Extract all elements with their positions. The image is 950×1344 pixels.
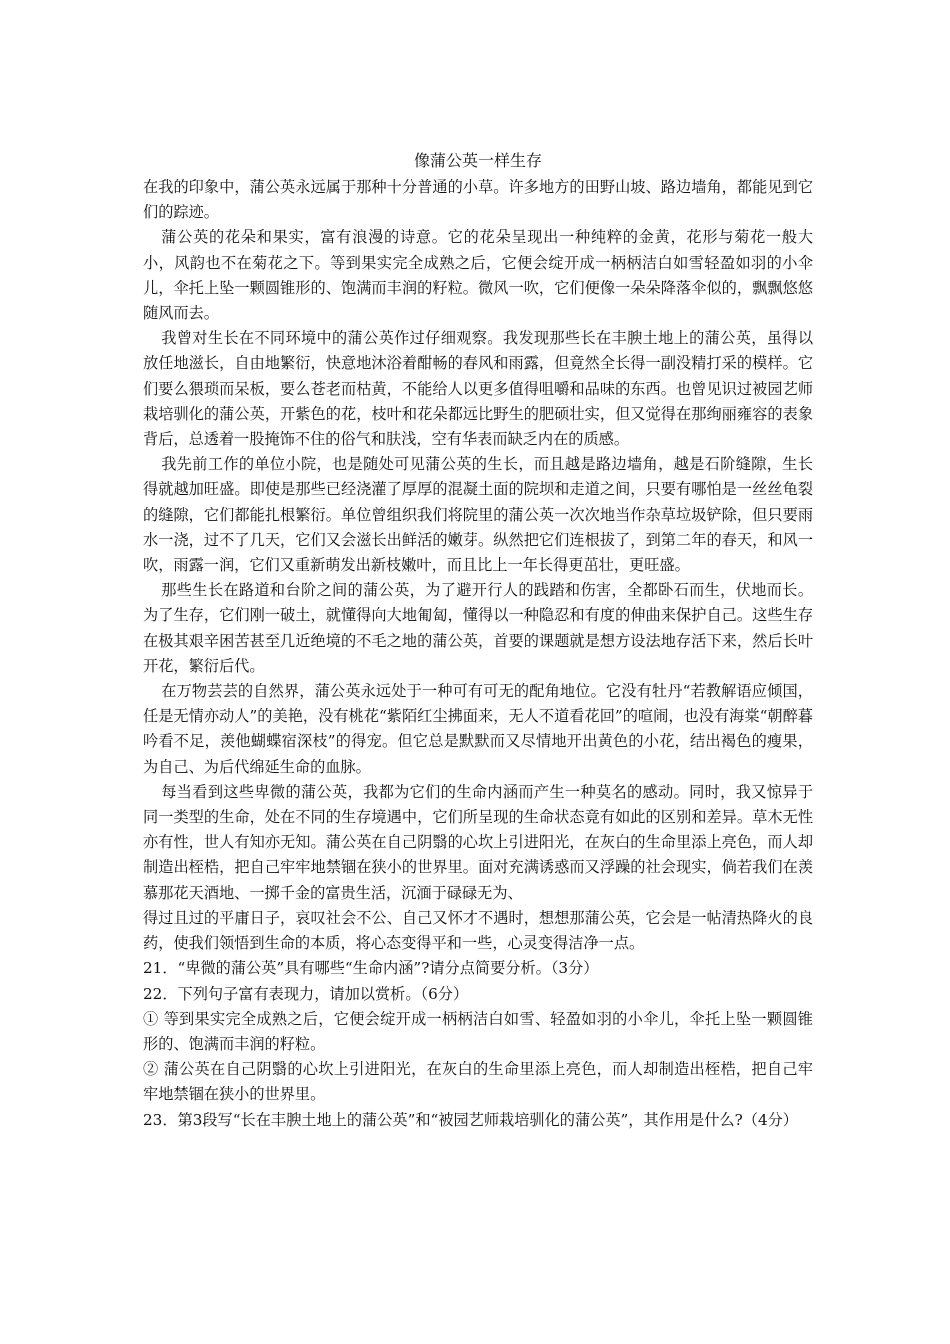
paragraph-6: 在万物芸芸的自然界，蒲公英永远处于一种可有可无的配角地位。它没有牡丹“若教解语应倾国，任是无情亦动人”的美艳，没有桃花“紫陌红尘拂面来，无人不道看花回”的喧闹，也没有海棠“朝醉暮吟看不足，羡他蝴蝶宿深枝”的得宠。但它总是默默而又尽情地开出黄色的小花，结出褐色的瘦果，为自己、为后代绵延生命的血脉。 — [143, 682, 813, 776]
article-title: 像蒲公英一样生存 — [413, 151, 542, 170]
question-22: 22．下列句子富有表现力，请加以赏析。（6分） — [143, 984, 469, 1003]
paragraph-3: 我曾对生长在不同环境中的蒲公英作过仔细观察。我发现那些长在丰腴土地上的蒲公英，虽得以放任地滋长，自由地繁衍，快意地沐浴着酣畅的春风和雨露，但竟然全长得一副没精打采的模样。它们要么猥琐而呆板，要么苍老而枯黄，不能给人以更多值得咀嚼和品味的东西。也曾见识过被园艺师栽培驯化的蒲公英，开紫色的花，枝叶和花朵都远比野生的肥硕壮实，但又觉得在那绚丽雍容的表象背后，总透着一股掩饰不住的俗气和肤浅，空有华表而缺乏内在的质感。 — [143, 329, 813, 449]
paragraph-8: 得过且过的平庸日子，哀叹社会不公、自己又怀才不遇时，想想那蒲公英，它会是一帖清热降火的良药，使我们领悟到生命的本质，将心态变得平和一些，心灵变得洁净一点。 — [143, 908, 813, 953]
question-23: 23．第3段写“长在丰腴土地上的蒲公英”和“被园艺师栽培驯化的蒲公英”，其作用是什么?（4分） — [143, 1110, 798, 1129]
paragraph-5: 那些生长在路道和台阶之间的蒲公英，为了避开行人的践踏和伤害，全都卧石而生，伏地而长。为了生存，它们刚一破土，就懂得向大地匍匐，懂得以一种隐忍和有度的伸曲来保护自己。这些生存在极其艰辛困苦甚至几近绝境的不毛之地的蒲公英，首要的课题就是想方设法地存活下来，然后长叶开花，繁衍后代。 — [143, 581, 813, 675]
question-21: 21．“卑微的蒲公英”具有哪些“生命内涵”?请分点简要分析。（3分） — [143, 959, 599, 978]
document-page — [143, 150, 813, 1133]
question-22-sentence-1: ① 等到果实完全成熟之后，它便会绽开成一柄柄洁白如雪、轻盈如羽的小伞儿，伞托上坠一颗圆锥形的、饱满而丰润的籽粒。 — [143, 1009, 813, 1053]
paragraph-1: 在我的印象中，蒲公英永远属于那种十分普通的小草。许多地方的田野山坡、路边墙角，都能见到它们的踪迹。 — [143, 178, 813, 222]
paragraph-2: 蒲公英的花朵和果实，富有浪漫的诗意。它的花朵呈现出一种纯粹的金黄，花形与菊花一般大小，风韵也不在菊花之下。等到果实完全成熟之后，它便会绽开成一柄柄洁白如雪轻盈如羽的小伞儿，伞托上坠一颗圆锥形的、饱满而丰润的籽粒。微风一吹，它们便像一朵朵降落伞似的，飘飘悠悠随风而去。 — [143, 228, 813, 323]
paragraph-4: 我先前工作的单位小院，也是随处可见蒲公英的生长，而且越是路边墙角，越是石阶缝隙，生长得就越加旺盛。即使是那些已经浇灌了厚厚的混凝土面的院坝和走道之间，只要有哪怕是一丝丝龟裂的缝隙，它们都能扎根繁衍。单位曾组织我们将院里的蒲公英一次次地当作杂草垃圾铲除，但只要雨水一浇，过不了几天，它们又会滋长出鲜活的嫩芽。纵然把它们连根拔了，到第二年的春天，和风一吹，雨露一润，它们又重新萌发出新枝嫩叶，而且比上一年长得更茁壮，更旺盛。 — [143, 455, 813, 575]
question-22-sentence-2: ② 蒲公英在自己阴翳的心坎上引进阳光，在灰白的生命里添上亮色，而人却制造出桎梏，把自己牢牢地禁锢在狭小的世界里。 — [143, 1060, 813, 1104]
paragraph-7: 每当看到这些卑微的蒲公英，我都为它们的生命内涵而产生一种莫名的感动。同时，我又惊异于同一类型的生命，处在不同的生存境遇中，它们所呈现的生命状态竟有如此的区别和差异。草木无性亦有性，世人有知亦无知。蒲公英在自己阴翳的心坎上引进阳光，在灰白的生命里添上亮色，而人却制造出桎梏，把自己牢牢地禁锢在狭小的世界里。面对充满诱惑而又浮躁的社会现实，倘若我们在羡慕那花天酒地、一掷千金的富贵生活，沉湎于碌碌无为、 — [143, 782, 813, 902]
